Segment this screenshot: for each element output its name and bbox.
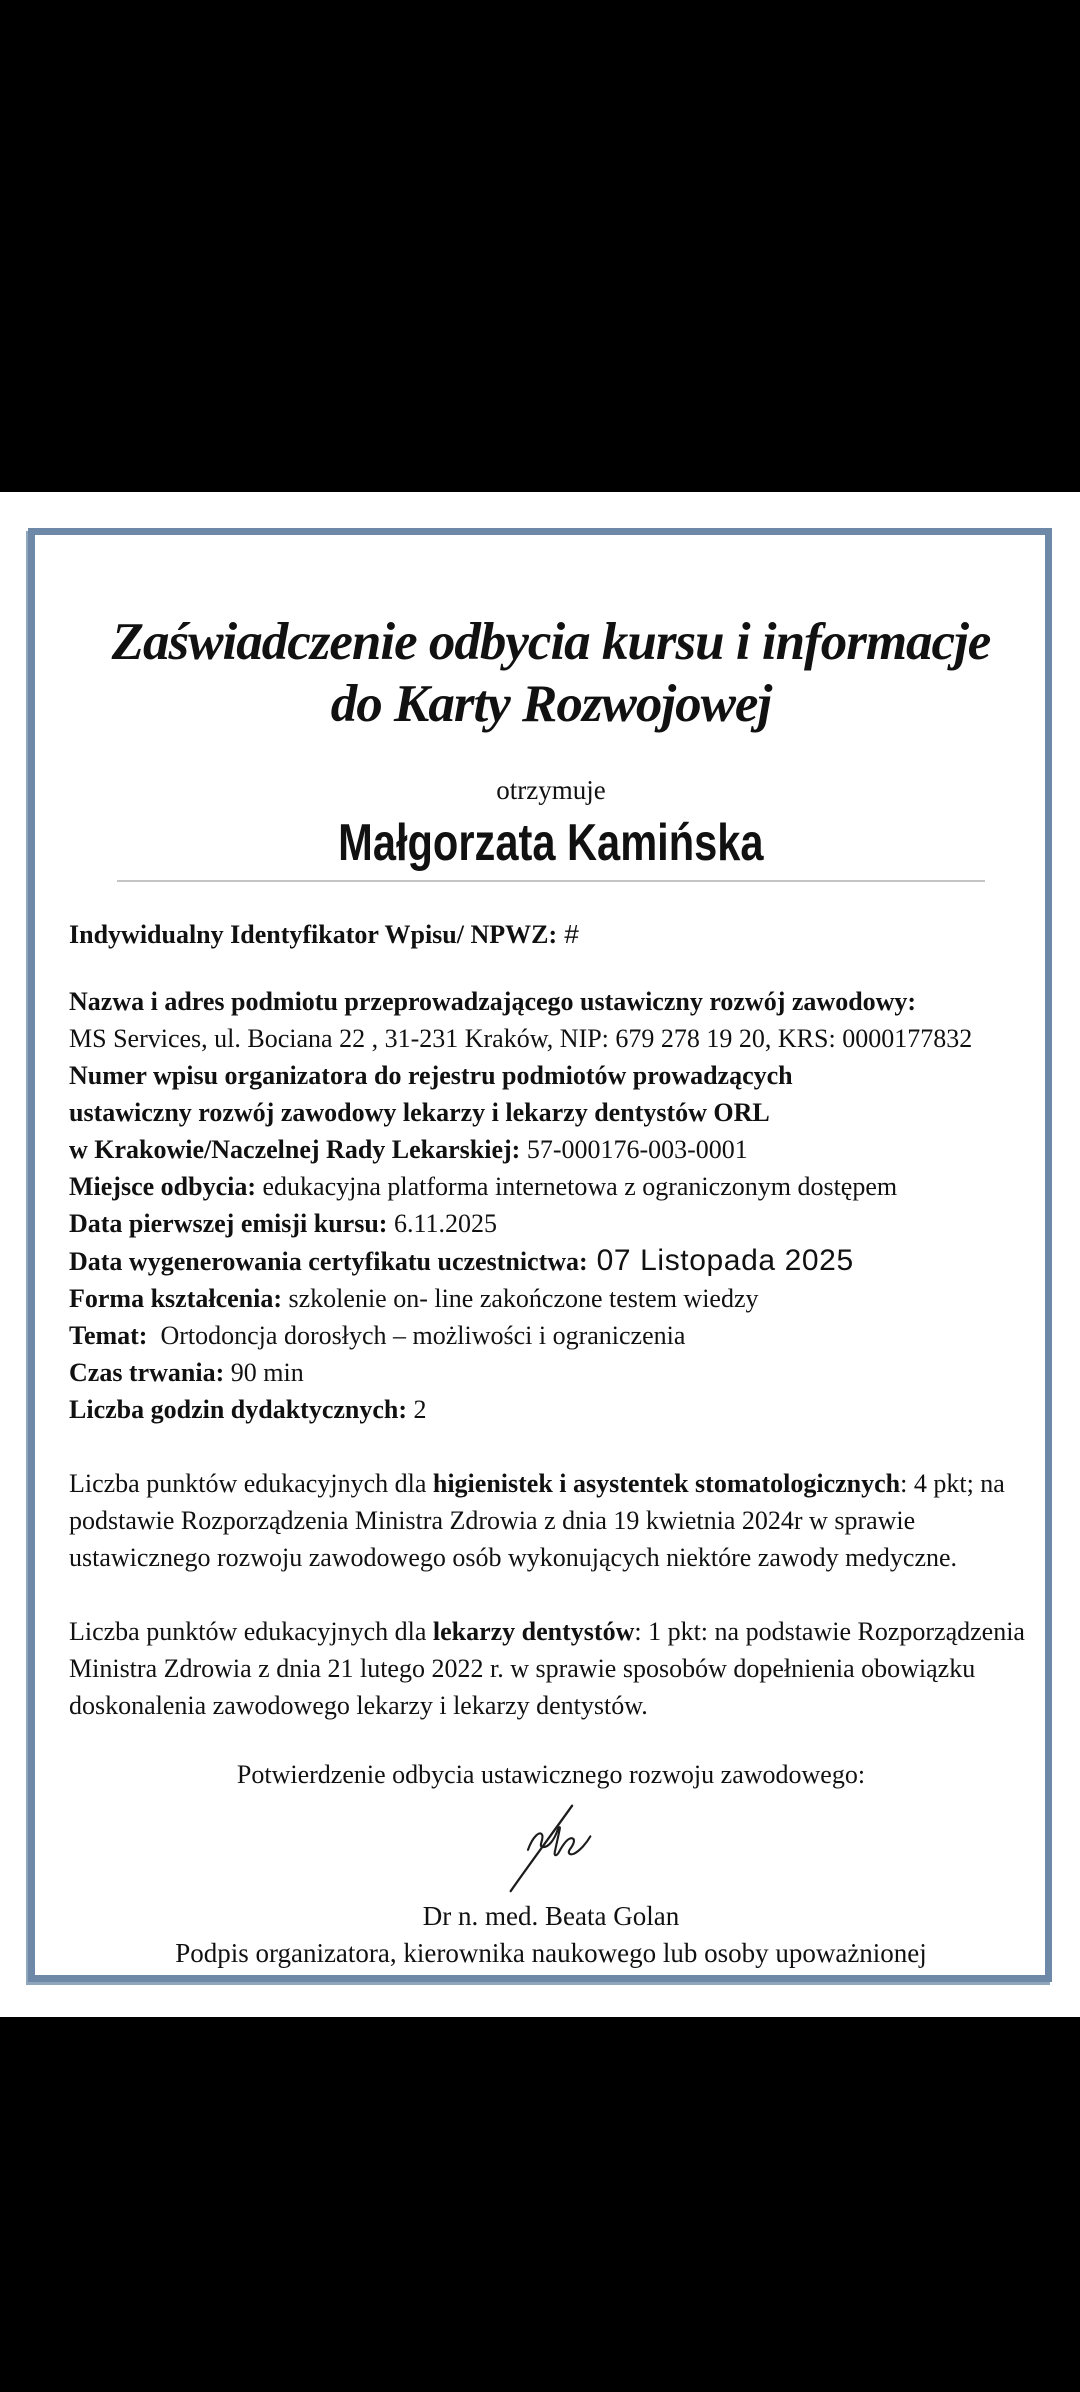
letterbox-top bbox=[0, 0, 1080, 492]
field-value: Ortodoncja dorosłych – możliwości i ograniczenia bbox=[147, 1321, 686, 1350]
field-certificate-date bbox=[69, 1242, 1033, 1280]
points-paragraph-hygienists bbox=[69, 1465, 1033, 1576]
field-label: Czas trwania: bbox=[69, 1358, 225, 1387]
field-label: w Krakowie/Naczelnej Rady Lekarskiej: bbox=[69, 1135, 521, 1164]
field-label: Nazwa i adres podmiotu przeprowadzającego ustawiczny rozwój zawodowy: bbox=[69, 987, 917, 1016]
paragraph-bold-text: lekarzy dentystów bbox=[432, 1617, 635, 1646]
field-value: 57-000176-003-0001 bbox=[520, 1135, 748, 1164]
field-value: szkolenie on- line zakończone testem wiedzy bbox=[282, 1284, 759, 1313]
paragraph-text: Liczba punktów edukacyjnych dla bbox=[69, 1469, 433, 1498]
field-education-form bbox=[69, 1280, 1033, 1317]
signature-block bbox=[69, 1798, 1033, 1898]
field-label: ustawiczny rozwój zawodowy lekarzy i lekarzy dentystów ORL bbox=[69, 1098, 770, 1127]
paragraph-text: : 4 pkt; na podstawie Rozporządzenia Ministra Zdrowia z dnia 19 kwietnia 2024r w sprawie ustawicznego rozwoju zawodowego osób wykonujących niektóre zawody medyczne. bbox=[69, 1469, 1005, 1572]
name-underline bbox=[117, 880, 985, 882]
certificate-frame bbox=[28, 528, 1052, 1982]
field-duration bbox=[69, 1354, 1033, 1391]
field-label: Temat: bbox=[69, 1321, 148, 1350]
certificate-fields bbox=[69, 916, 1033, 1428]
paragraph-bold-text: higienistek i asystentek stomatologicznych bbox=[432, 1469, 901, 1498]
field-registry-number bbox=[69, 1131, 1033, 1168]
certificate-title-line2: do Karty Rozwojowej bbox=[330, 675, 772, 733]
field-first-emission-date bbox=[69, 1205, 1033, 1242]
paragraph-text: Liczba punktów edukacyjnych dla bbox=[69, 1617, 433, 1646]
field-registry-line2 bbox=[69, 1094, 1033, 1131]
field-organizer-address bbox=[69, 1020, 1033, 1057]
field-value: 07 Listopada 2025 bbox=[587, 1244, 854, 1277]
field-label: Forma kształcenia: bbox=[69, 1284, 283, 1313]
field-label: Numer wpisu organizatora do rejestru podmiotów prowadzących bbox=[69, 1061, 793, 1090]
recipient-name-text: Małgorzata Kamińska bbox=[338, 814, 764, 872]
field-value: 6.11.2025 bbox=[387, 1209, 497, 1238]
field-value: MS Services, ul. Bociana 22 , 31-231 Kraków, NIP: 679 278 19 20, KRS: 0000177832 bbox=[69, 1024, 973, 1053]
field-label: Data wygenerowania certyfikatu uczestnictwa: bbox=[69, 1247, 588, 1276]
signature-scribble-icon bbox=[491, 1798, 611, 1894]
field-venue bbox=[69, 1168, 1033, 1205]
paragraph-text: : 1 pkt: na podstawie Rozporządzenia Ministra Zdrowia z dnia 21 lutego 2022 r. w sprawie sposobów dopełnienia obowiązku doskonalenia zawodowego lekarzy i lekarzy dentystów. bbox=[69, 1617, 1025, 1720]
field-npwz bbox=[69, 916, 1033, 953]
signer-caption: Podpis organizatora, kierownika naukowego lub osoby upoważnionej bbox=[175, 1938, 927, 1968]
confirmation-line: Potwierdzenie odbycia ustawicznego rozwoju zawodowego: bbox=[236, 1760, 866, 1789]
field-label: Liczba godzin dydaktycznych: bbox=[69, 1395, 408, 1424]
field-label: Miejsce odbycia: bbox=[69, 1172, 257, 1201]
field-topic bbox=[69, 1317, 1033, 1354]
field-value: 2 bbox=[407, 1395, 427, 1424]
field-value: edukacyjna platforma internetowa z ograniczonym dostępem bbox=[256, 1172, 898, 1201]
recipient-name bbox=[69, 814, 1033, 880]
field-value: 90 min bbox=[224, 1358, 304, 1387]
field-label: Indywidualny Identyfikator Wpisu/ NPWZ: bbox=[69, 920, 558, 949]
certificate-title bbox=[79, 611, 1023, 735]
points-paragraph-dentists bbox=[69, 1613, 1033, 1724]
signer-name: Dr n. med. Beata Golan bbox=[422, 1901, 680, 1931]
certificate-title-line1: Zaświadczenie odbycia kursu i informacje bbox=[111, 613, 991, 671]
letterbox-bottom bbox=[0, 2017, 1080, 2392]
field-organizer-name-label bbox=[69, 983, 1033, 1020]
field-value: # bbox=[557, 919, 579, 949]
field-registry-line1 bbox=[69, 1057, 1033, 1094]
recipient-intro: otrzymuje bbox=[496, 775, 606, 805]
document-page bbox=[0, 492, 1080, 2017]
field-didactic-hours bbox=[69, 1391, 1033, 1428]
field-label: Data pierwszej emisji kursu: bbox=[69, 1209, 388, 1238]
